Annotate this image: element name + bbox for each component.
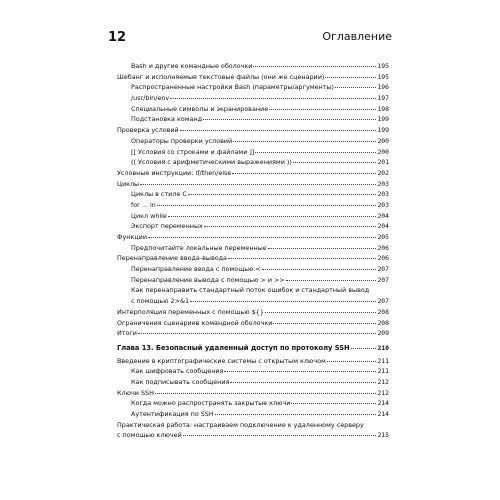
toc-entry-page: 209 xyxy=(377,329,389,338)
dot-leader xyxy=(183,434,377,436)
toc-entry-title: Когда можно распространять закрытые ключи xyxy=(131,399,291,408)
toc-entry-page: 197 xyxy=(377,94,389,103)
toc-entry-page: 208 xyxy=(377,307,389,316)
toc-entry-page: 214 xyxy=(377,410,389,418)
toc-entry-page: 207 xyxy=(377,275,389,284)
toc-entry[interactable] xyxy=(117,366,389,377)
toc-entry-title: Функции xyxy=(117,233,147,241)
toc-entry-page: 203 xyxy=(377,200,389,209)
dot-leader xyxy=(155,392,377,394)
toc-entry[interactable] xyxy=(117,211,389,222)
toc-entry[interactable] xyxy=(117,398,389,409)
toc-entry-title: Шебанг и исполняемые текстовые файлы (они же сценарии) xyxy=(117,72,325,81)
toc-entry-title: Экспорт переменных xyxy=(131,222,203,231)
dot-leader xyxy=(157,204,377,206)
toc-entry-page: 205 xyxy=(377,233,389,241)
dot-leader xyxy=(203,118,376,120)
dot-leader xyxy=(232,172,376,174)
toc-entry[interactable] xyxy=(117,136,389,147)
toc-entry-page: 203 xyxy=(377,179,389,188)
toc-entry-page: 204 xyxy=(377,222,389,231)
toc-entry-title: Введение в криптографические системы с открытым ключом xyxy=(117,356,326,365)
toc-entry-title: Глава 13. Безопасный удаленный доступ по протоколу SSH xyxy=(117,343,350,352)
toc-entry-title: Ключи SSH xyxy=(117,388,154,397)
table-of-contents xyxy=(117,61,389,441)
toc-entry-title: Условные инструкции: if/then/else xyxy=(117,168,232,177)
dot-leader xyxy=(265,311,377,313)
dot-leader xyxy=(140,183,376,185)
dot-leader xyxy=(291,402,376,404)
toc-entry-title: Итоги xyxy=(117,329,137,338)
page-number: 12 xyxy=(108,30,127,45)
toc-entry-title: Операторы проверки условий xyxy=(131,136,233,145)
toc-entry-page: 200 xyxy=(377,136,389,145)
toc-entry-page: 215 xyxy=(377,431,389,440)
toc-entry[interactable] xyxy=(117,179,389,190)
toc-entry[interactable] xyxy=(117,377,389,388)
dot-leader xyxy=(190,300,376,302)
toc-entry-title: Предпочитайте локальные переменные xyxy=(131,243,267,252)
toc-entry-title: с помощью ключей xyxy=(117,431,182,440)
dot-leader xyxy=(148,236,376,238)
toc-entry-title: с помощью 2>&1 xyxy=(131,297,190,306)
toc-entry[interactable] xyxy=(117,104,389,115)
toc-entry[interactable] xyxy=(117,72,389,83)
dot-leader xyxy=(188,193,377,195)
toc-entry-page: 211 xyxy=(377,356,389,365)
toc-entry[interactable] xyxy=(117,157,389,168)
dot-leader xyxy=(255,151,376,153)
running-head: Оглавление xyxy=(322,30,392,43)
toc-entry-title: Интерполяция переменных с помощью ${} xyxy=(117,307,264,316)
dot-leader xyxy=(233,140,376,142)
dot-leader xyxy=(253,65,376,67)
toc-entry-page: 198 xyxy=(377,104,389,113)
toc-entry-page: 200 xyxy=(377,147,389,156)
dot-leader xyxy=(204,225,377,227)
toc-entry[interactable] xyxy=(117,409,389,420)
toc-entry-title: Как подписывать сообщения xyxy=(131,377,230,386)
toc-entry[interactable] xyxy=(117,328,389,339)
toc-entry-page: 204 xyxy=(377,211,389,220)
toc-entry[interactable] xyxy=(117,125,389,136)
toc-entry[interactable] xyxy=(117,82,389,93)
dot-leader xyxy=(273,322,376,324)
toc-entry[interactable] xyxy=(117,296,389,307)
toc-entry[interactable] xyxy=(117,93,389,104)
toc-entry-page: 202 xyxy=(377,168,389,177)
toc-entry[interactable] xyxy=(117,343,389,354)
toc-entry[interactable] xyxy=(117,221,389,232)
toc-entry-page: 196 xyxy=(377,83,389,92)
toc-entry-title: Перенаправление ввода-вывода xyxy=(117,254,227,263)
toc-entry-page: 206 xyxy=(377,243,389,252)
toc-entry[interactable] xyxy=(117,61,389,72)
toc-entry[interactable] xyxy=(117,114,389,125)
toc-entry[interactable] xyxy=(117,264,389,275)
toc-entry-page: 207 xyxy=(377,297,389,306)
dot-leader xyxy=(138,332,377,334)
toc-entry-title: for ... in xyxy=(131,200,156,209)
dot-leader xyxy=(269,108,376,110)
dot-leader xyxy=(228,257,376,259)
toc-entry-title-line1: Как перенаправить стандартный поток ошибок и стандартный вывод xyxy=(131,286,370,295)
toc-entry-page: 207 xyxy=(377,265,389,274)
toc-entry[interactable] xyxy=(117,243,389,254)
toc-entry-title: Циклы xyxy=(117,179,140,188)
toc-entry-title: Аутентификация по SSH xyxy=(131,410,214,418)
dot-leader xyxy=(262,268,377,270)
dot-leader xyxy=(268,247,377,249)
toc-entry-title: [[ Условия со строками и файлами ]] xyxy=(131,147,255,156)
toc-entry-title: Ограничения сценариев командной оболочки xyxy=(117,318,273,327)
toc-entry[interactable] xyxy=(117,356,389,367)
toc-entry-title: Bash и другие командные оболочки xyxy=(131,62,253,70)
toc-entry[interactable] xyxy=(117,275,389,286)
toc-entry[interactable] xyxy=(117,318,389,329)
toc-entry-title: Распространенные настройки Bash (параметры/аргументы) xyxy=(131,83,334,92)
dot-leader xyxy=(180,129,377,131)
toc-entry-title-line1: Практическая работа: настраиваем подключение к удаленному серверу xyxy=(117,420,364,429)
toc-entry-page: 195 xyxy=(377,62,389,70)
toc-entry-title: Перенаправление ввода с помощью < xyxy=(131,265,261,274)
toc-entry[interactable] xyxy=(117,430,389,441)
dot-leader xyxy=(351,347,377,349)
dot-leader xyxy=(168,215,377,217)
dot-leader xyxy=(325,76,376,78)
dot-leader xyxy=(224,370,376,372)
toc-entry-title: /usr/bin/env xyxy=(131,94,170,103)
toc-entry-page: 201 xyxy=(377,158,389,167)
dot-leader xyxy=(286,279,377,281)
dot-leader xyxy=(293,161,377,163)
toc-entry-title: Цикл while xyxy=(131,211,167,220)
dot-leader xyxy=(230,381,376,383)
toc-entry-title: Циклы в стиле C xyxy=(131,190,187,199)
toc-entry-page: 212 xyxy=(377,377,389,386)
dot-leader xyxy=(327,360,377,362)
toc-entry-title: Подстановка команд xyxy=(131,115,203,124)
dot-leader xyxy=(335,86,377,88)
toc-entry[interactable] xyxy=(117,200,389,211)
toc-entry[interactable] xyxy=(117,388,389,399)
toc-entry-page: 195 xyxy=(377,72,389,81)
toc-entry[interactable] xyxy=(117,307,389,318)
dot-leader xyxy=(215,413,377,415)
toc-entry-title: Специальные символы и экранирование xyxy=(131,104,269,113)
dot-leader xyxy=(170,97,376,99)
toc-entry[interactable] xyxy=(117,168,389,179)
toc-entry-title: Как шифровать сообщения xyxy=(131,367,224,376)
toc-entry-page: 210 xyxy=(377,343,389,352)
toc-entry[interactable] xyxy=(117,232,389,243)
toc-entry-page: 203 xyxy=(377,190,389,199)
toc-entry-page: 199 xyxy=(377,126,389,135)
toc-entry-title: Проверка условий xyxy=(117,126,179,135)
toc-entry-page: 206 xyxy=(377,254,389,263)
toc-entry[interactable] xyxy=(117,189,389,200)
toc-entry-page: 211 xyxy=(377,367,389,376)
toc-entry-page: 214 xyxy=(377,399,389,408)
toc-entry-page: 208 xyxy=(377,318,389,327)
toc-entry-page: 199 xyxy=(377,115,389,124)
toc-entry-page: 212 xyxy=(377,388,389,397)
toc-entry[interactable] xyxy=(117,147,389,158)
toc-entry-title: (( Условия с арифметическими выражениями )) xyxy=(131,158,292,167)
toc-entry-title: Перенаправление вывода с помощью > и >> xyxy=(131,275,285,284)
toc-entry[interactable] xyxy=(117,253,389,264)
